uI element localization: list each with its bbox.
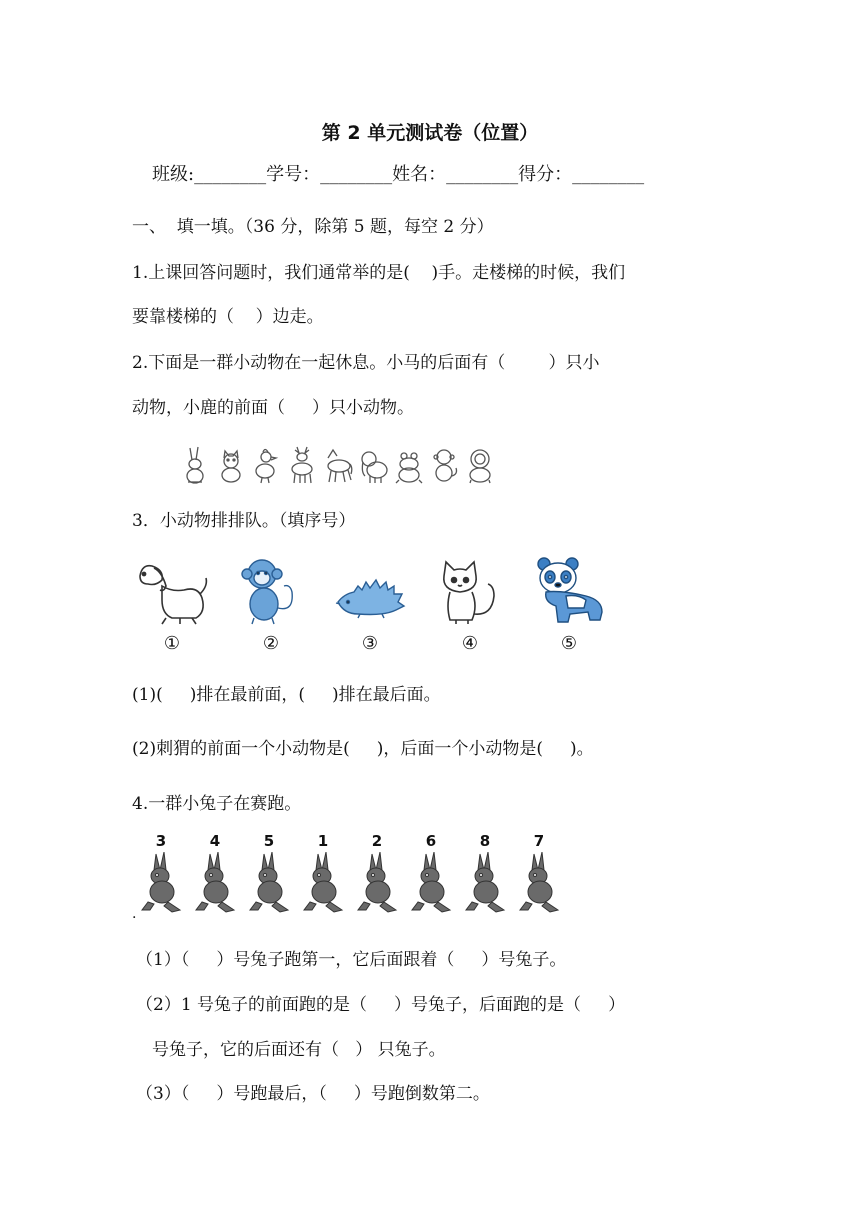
lion-icon: [465, 444, 495, 484]
rabbit-runner: [134, 832, 188, 920]
rabbit-number: 2: [371, 832, 383, 850]
rabbit-number: 3: [155, 832, 167, 850]
rabbit-icon: [462, 852, 510, 916]
rabbit-icon: [138, 852, 186, 916]
rooster-icon: [251, 444, 281, 484]
question-2-line-2: 动物，小鹿的前面（ ）只小动物。: [132, 398, 415, 418]
rabbit-number: 1: [317, 832, 329, 850]
rabbit-number: 7: [533, 832, 545, 850]
animal-number-5: ⑤: [560, 633, 578, 654]
queue-animals-row: [132, 556, 612, 656]
page-title: 第 2 单元测试卷（位置）: [321, 122, 539, 144]
frog-icon: [394, 444, 424, 484]
student-info-line: 班级:________学号：________姓名：________得分：________: [152, 164, 645, 185]
question-2-line-1: 2.下面是一群小动物在一起休息。小马的后面有（ ）只小: [132, 353, 600, 373]
section-heading: 一、 填一填。（36 分，除第 5 题，每空 2 分）: [132, 217, 494, 237]
monkey-icon: [232, 556, 312, 626]
hedgehog-icon: [330, 556, 410, 626]
rabbit-icon: [180, 444, 210, 484]
rabbit-runner: [242, 832, 296, 920]
resting-animals-strip: [180, 436, 495, 484]
question-4-sub-1: （1）（ ）号兔子跑第一，它后面跟着（ ）号兔子。: [136, 950, 567, 970]
monkey-icon: [429, 444, 459, 484]
question-4-heading: 4.一群小兔子在赛跑。: [132, 794, 302, 814]
rabbit-icon: [516, 852, 564, 916]
question-1-line-2: 要靠楼梯的（ ）边走。: [132, 307, 324, 327]
rabbit-icon: [300, 852, 348, 916]
horse-icon: [323, 444, 353, 484]
rabbit-icon: [408, 852, 456, 916]
rabbit-runner: [458, 832, 512, 920]
question-3-sub-1: (1)( )排在最前面，( )排在最后面。: [132, 685, 441, 705]
rabbit-number: 5: [263, 832, 275, 850]
animal-number-2: ②: [262, 633, 280, 654]
rabbit-runner: [404, 832, 458, 920]
rabbit-runner: [512, 832, 566, 920]
question-1-line-1: 1.上课回答问题时，我们通常举的是( )手。走楼梯的时候，我们: [132, 263, 626, 283]
deer-icon: [287, 444, 317, 484]
rabbit-icon: [246, 852, 294, 916]
question-4-sub-3: （3）（ ）号跑最后，（ ）号跑倒数第二。: [136, 1084, 490, 1104]
animal-number-3: ③: [361, 633, 379, 654]
cat-icon: [216, 444, 246, 484]
rabbit-runner: [350, 832, 404, 920]
question-3-heading: 3．小动物排排队。（填序号）: [132, 511, 356, 531]
rabbit-number: 8: [479, 832, 491, 850]
dog-icon: [132, 556, 212, 626]
cat-icon: [432, 556, 512, 626]
racing-rabbits-row: [134, 832, 574, 920]
stray-dot: .: [132, 906, 137, 922]
question-3-sub-2: (2)刺猬的前面一个小动物是( )，后面一个小动物是( )。: [132, 739, 594, 759]
rabbit-runner: [188, 832, 242, 920]
question-4-sub-2-line-1: （2）1 号兔子的前面跑的是（ ）号兔子，后面跑的是（ ）: [136, 995, 626, 1015]
panda-icon: [530, 556, 610, 626]
elephant-icon: [358, 444, 388, 484]
animal-number-1: ①: [163, 633, 181, 654]
rabbit-icon: [192, 852, 240, 916]
rabbit-runner: [296, 832, 350, 920]
question-4-sub-2-line-2: 号兔子，它的后面还有（ ） 只兔子。: [152, 1040, 446, 1060]
rabbit-icon: [354, 852, 402, 916]
rabbit-number: 6: [425, 832, 437, 850]
rabbit-number: 4: [209, 832, 221, 850]
animal-number-4: ④: [461, 633, 479, 654]
